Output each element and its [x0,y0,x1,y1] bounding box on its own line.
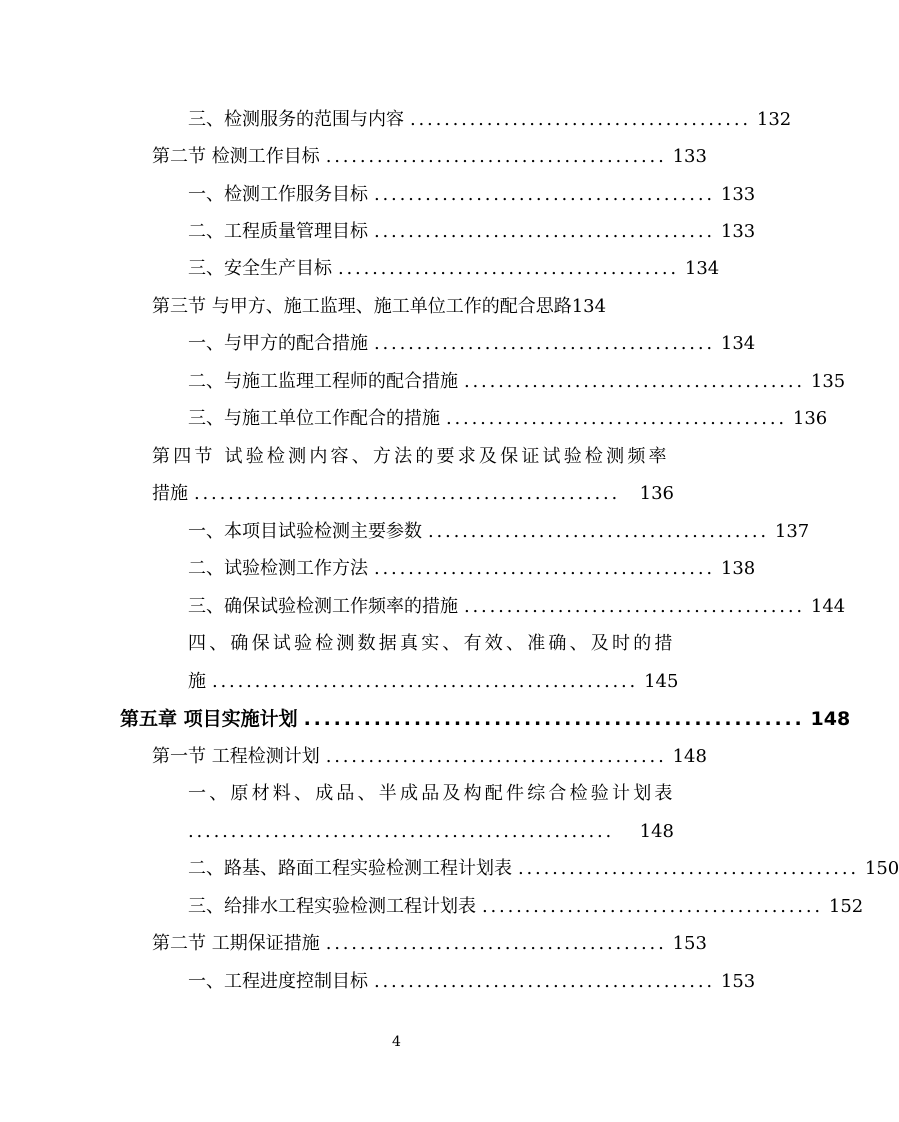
toc-entry[interactable] [188,404,828,434]
toc-entry-page: 137 [774,521,810,542]
toc-entry-page: 150 [864,858,899,879]
dot-leader: ........................................ [374,221,715,242]
toc-chapter-entry[interactable] [120,704,851,734]
toc-entry-title: 措施 [152,483,188,504]
dot-leader: ........................................ [374,971,715,992]
toc-entry-page: 132 [756,109,792,130]
toc-entry[interactable] [188,779,674,809]
dot-leader: ........................................ [446,408,787,429]
toc-entry-page: 152 [828,896,864,917]
toc-entry-page: 148 [810,708,851,730]
toc-entry-title: 三、检测服务的范围与内容 [188,109,404,130]
toc-entry-title: 一、原材料、成品、半成品及构配件综合检验计划表 [188,783,676,804]
toc-entry-page: 133 [672,146,707,167]
toc-entry-page: 136 [639,483,674,504]
toc-entry-title: 三、安全生产目标 [188,258,332,279]
dot-leader: ........................................ [325,746,667,767]
toc-entry-title: 二、工程质量管理目标 [188,221,368,242]
dot-leader: ........................................ [464,596,805,617]
toc-entry-page: 148 [672,746,707,767]
toc-entry-page: 133 [720,184,756,205]
toc-entry-title: 三、确保试验检测工作频率的措施 [188,596,458,617]
toc-entry[interactable] [188,180,756,210]
toc-entry[interactable] [152,142,707,172]
toc-entry-title: 一、检测工作服务目标 [188,184,368,205]
toc-entry[interactable] [188,329,756,359]
toc-entry[interactable] [188,105,792,135]
toc-entry-title: 第三节 与甲方、施工监理、施工单位工作的配合思路 [152,296,572,317]
toc-entry-title: 一、工程进度控制目标 [188,971,368,992]
dot-leader: .................................................. [303,708,805,730]
toc-entry-title: 第一节 工程检测计划 [152,746,320,767]
toc-entry[interactable] [188,217,756,247]
toc-entry-title: 二、与施工监理工程师的配合措施 [188,371,458,392]
toc-entry[interactable] [188,892,864,922]
dot-leader: ........................................ [464,371,805,392]
toc-entry-title: 第二节 工期保证措施 [152,933,320,954]
toc-entry-title: 二、试验检测工作方法 [188,558,368,579]
toc-entry-title: 三、与施工单位工作配合的措施 [188,408,440,429]
dot-leader: ........................................ [410,109,751,130]
toc-entry-title: 第四节 试验检测内容、方法的要求及保证试验检测频率 [152,446,670,467]
toc-entry-continued[interactable] [152,479,674,509]
dot-leader: ........................................ [482,896,823,917]
dot-leader: .................................................. [212,671,639,692]
dot-leader: ........................................ [428,521,769,542]
toc-entry-page: 135 [810,371,846,392]
toc-entry-continued[interactable] [188,667,679,697]
toc-entry-title: 第二节 检测工作目标 [152,146,320,167]
toc-entry-page: 153 [672,933,707,954]
toc-entry-title: 四、确保试验检测数据真实、有效、准确、及时的措 [188,633,676,654]
toc-entry[interactable] [188,629,674,659]
dot-leader: ........................................ [518,858,859,879]
toc-entry-page: 148 [639,821,674,842]
dot-leader: .................................................. [188,821,615,842]
dot-leader: ........................................ [325,146,667,167]
toc-entry[interactable] [188,367,846,397]
toc-entry-page: 133 [720,221,756,242]
toc-entry[interactable] [152,442,674,472]
toc-entry[interactable] [152,929,707,959]
dot-leader: ........................................ [374,333,715,354]
toc-entry-page: 138 [720,558,756,579]
toc-entry-page: 134 [571,296,607,317]
toc-entry-page: 134 [684,258,720,279]
dot-leader: ........................................ [325,933,667,954]
dot-leader: ........................................ [374,184,715,205]
dot-leader: ........................................ [374,558,715,579]
toc-entry-page: 144 [810,596,846,617]
toc-entry-title: 第五章 项目实施计划 [120,708,298,730]
dot-leader: ........................................ [338,258,679,279]
toc-entry-title: 施 [188,671,206,692]
page-number: 4 [392,1034,401,1050]
toc-entry-title: 一、与甲方的配合措施 [188,333,368,354]
toc-entry[interactable] [188,967,756,997]
toc-entry-title: 二、路基、路面工程实验检测工程计划表 [188,858,512,879]
toc-entry-page: 145 [644,671,679,692]
toc-entry-page: 153 [720,971,756,992]
toc-entry-page: 136 [792,408,828,429]
toc-entry-continued[interactable] [188,817,674,847]
toc-entry[interactable] [188,854,899,884]
dot-leader: .................................................. [194,483,621,504]
toc-entry-page: 134 [720,333,756,354]
toc-entry[interactable] [188,592,846,622]
toc-entry[interactable] [152,742,707,772]
toc-entry[interactable] [188,517,810,547]
toc-entry-title: 一、本项目试验检测主要参数 [188,521,422,542]
toc-entry[interactable] [188,554,756,584]
toc-entry[interactable] [152,292,682,322]
toc-entry-title: 三、给排水工程实验检测工程计划表 [188,896,476,917]
toc-entry[interactable] [188,254,720,284]
